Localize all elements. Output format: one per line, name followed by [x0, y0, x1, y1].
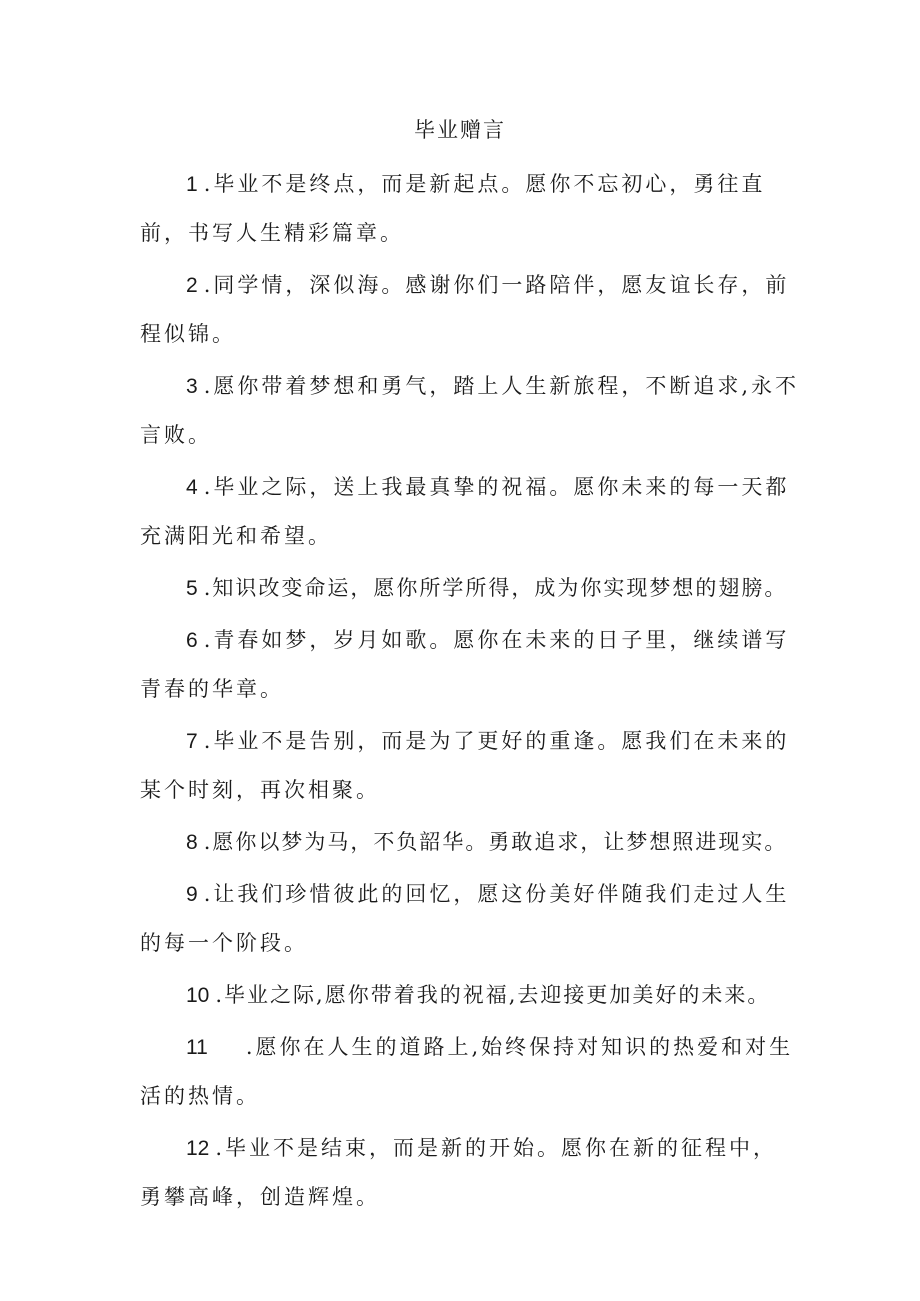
item-number: 7: [186, 730, 198, 753]
list-item: [140, 616, 800, 714]
document-title: 毕业赠言: [414, 118, 506, 142]
item-text: .知识改变命运，愿你所学所得，成为你实现梦想的翅膀。: [203, 576, 788, 600]
list-item: [140, 160, 800, 258]
item-number: 11: [186, 1036, 208, 1059]
list-item: [140, 971, 800, 1020]
item-text: .毕业不是结束，而是新的开始。愿你在新的征程中，勇攀高峰，创造辉煌。: [140, 1136, 778, 1209]
item-number: 12: [186, 1137, 210, 1160]
list-item: [140, 261, 800, 359]
item-text: .毕业不是终点，而是新起点。愿你不忘初心，勇往直前，书写人生精彩篇章。: [140, 172, 766, 245]
list-item: [140, 1124, 800, 1222]
item-text: .愿你在人生的道路上,始终保持对知识的热爱和对生活的热情。: [140, 1035, 794, 1108]
item-text: .毕业不是告别，而是为了更好的重逢。愿我们在未来的某个时刻，再次相聚。: [140, 729, 790, 802]
item-number: 5: [186, 577, 198, 600]
message-list: [140, 160, 800, 1225]
item-text: .毕业之际,愿你带着我的祝福,去迎接更加美好的未来。: [215, 983, 771, 1007]
item-text: .青春如梦，岁月如歌。愿你在未来的日子里，继续谱写青春的华章。: [140, 628, 790, 701]
list-item: [140, 870, 800, 968]
item-number: 8: [186, 831, 198, 854]
item-text: .愿你以梦为马，不负韶华。勇敢追求，让梦想照进现实。: [203, 830, 788, 854]
item-number: 6: [186, 629, 198, 652]
item-text: .同学情，深似海。感谢你们一路陪伴，愿友谊长存，前程似锦。: [140, 273, 790, 346]
item-number: 4: [186, 476, 198, 499]
list-item: [140, 1023, 800, 1121]
list-item: [140, 463, 800, 561]
item-text: .愿你带着梦想和勇气，踏上人生新旅程，不断追求,永不言败。: [140, 374, 800, 447]
list-item: [140, 818, 800, 867]
item-number: 9: [186, 883, 198, 906]
list-item: [140, 717, 800, 815]
item-number: 3: [186, 375, 198, 398]
list-item: [140, 564, 800, 613]
item-text: .让我们珍惜彼此的回忆，愿这份美好伴随我们走过人生的每一个阶段。: [140, 882, 790, 955]
item-number: 10: [186, 984, 210, 1007]
list-item: [140, 362, 800, 460]
item-number: 2: [186, 274, 198, 297]
item-text: .毕业之际，送上我最真挚的祝福。愿你未来的每一天都充满阳光和希望。: [140, 475, 790, 548]
item-number: 1: [186, 173, 198, 196]
